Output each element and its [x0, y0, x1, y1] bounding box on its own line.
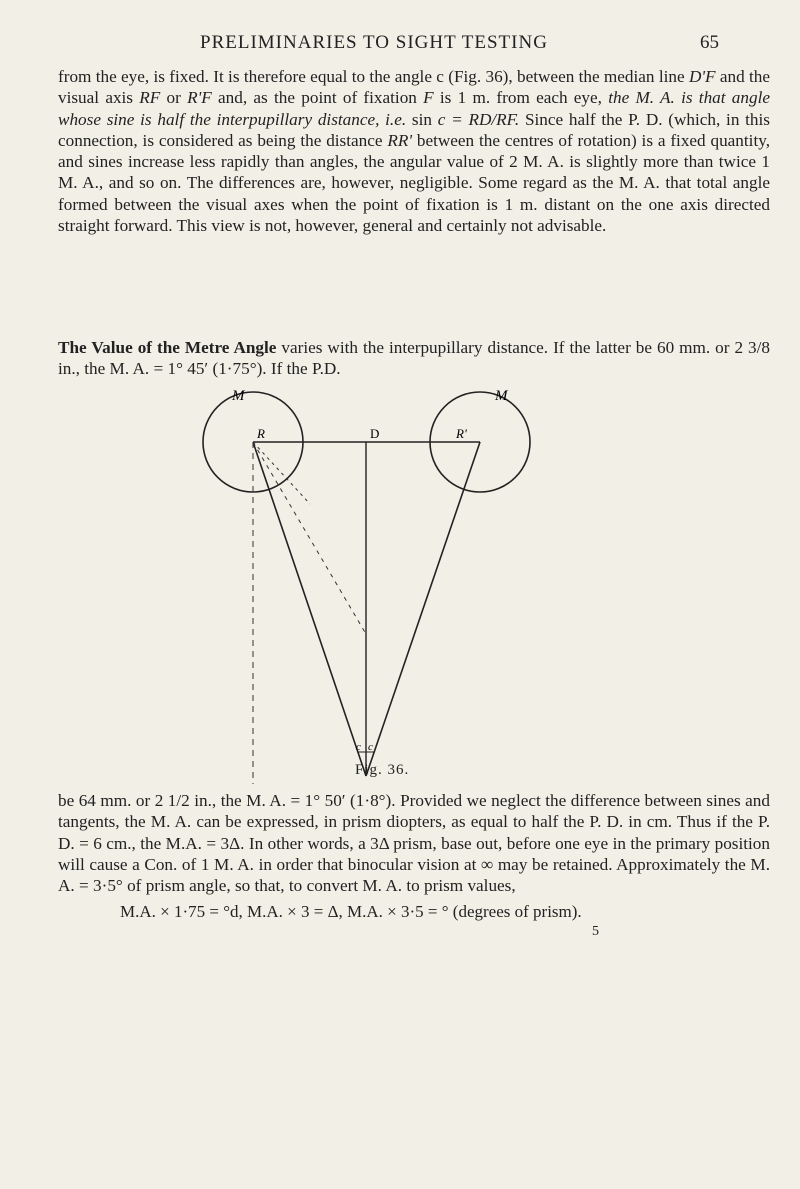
label-r: R [257, 426, 265, 441]
figure-caption: Fig. 36. [355, 762, 410, 778]
figure-36-diagram [190, 384, 590, 784]
signature-mark: 5 [592, 924, 599, 939]
label-m-right: M [495, 388, 508, 404]
text-run: is 1 m. from each eye, [433, 88, 609, 108]
label-m-left: M [232, 388, 245, 404]
label-r-prime: R' [456, 426, 467, 441]
median-line-label: D'F [688, 67, 716, 86]
conversion-formula: M.A. × 1·75 = °d, M.A. × 3 = Δ, M.A. × 3·5 = ° (degrees of prism). [120, 902, 582, 921]
dashed-diagonal [253, 442, 366, 634]
paragraph-metre-angle-definition [58, 66, 770, 236]
text-run: varies with the interpupillary distance. If the latter be 60 mm. or 2 3/8 in., the M. A. = 1° 45′ (1·75°). If the P.D. [58, 338, 771, 379]
visual-axis-left [253, 442, 366, 776]
fixation-point-label: F [423, 88, 434, 108]
paragraph-prism-diopters [58, 790, 770, 896]
text-run: or [160, 88, 188, 108]
label-f [355, 782, 365, 784]
metre-angle-diagram [190, 384, 590, 784]
text-run: and, as the point of fixation [211, 88, 424, 108]
text-run: and the visual axis [58, 67, 770, 108]
visual-axis-right [366, 442, 480, 776]
text-run: between the centres of rotation) is a fixed quantity, and sines increase less rapidly than angles, the angular value of 2 M. A. is slightly more than twice 1 M. A., and so on. The differences are, however, negligible. Some regard as the M. A. that total angle formed between the visual axes when the point of fixation is 1 m. distant on the one axis directed straight forward. This view is not, however, general and certainly not advisable. [58, 130, 771, 236]
label-d: D [370, 426, 380, 441]
text-run: sin [406, 109, 438, 129]
page-number: 65 [700, 32, 719, 53]
label-c-right: c [368, 741, 373, 753]
definition-italic: the M. A. is that angle whose sine is half the interpupillary distance, i.e. [58, 88, 770, 129]
section-heading: The Value of the Metre Angle [58, 338, 277, 357]
visual-axis-label: R'F [187, 88, 212, 108]
visual-axis-label: RF [139, 88, 161, 108]
text-run: from the eye, is fixed. It is therefore equal to the angle c (Fig. 36), between the median line [58, 67, 689, 86]
sine-formula: c = RD/RF. [437, 109, 520, 129]
paragraph-value-of-metre-angle [58, 337, 770, 380]
paragraph-text: be 64 mm. or 2 1/2 in., the M. A. = 1° 50′ (1·8°). Provided we neglect the difference between sines and tangents, the M. A. can be expressed, in prism diopters, as equal to half the P. D. in cm. Thus if the P. D. = 6 cm., the M.A. = 3Δ. In other words, a 3Δ prism, base out, before one eye in the primary position will cause a Con. of 1 M. A. in order that binocular vision at ∞ may be retained. Approximately the M. A. = 3·5° of prism angle, so that, to convert M. A. to prism values, [58, 791, 770, 896]
rr-prime-label: RR' [387, 130, 413, 150]
label-c-left: c [356, 741, 361, 753]
running-title: PRELIMINARIES TO SIGHT TESTING [200, 32, 548, 53]
page-header [0, 14, 800, 54]
text-run: Since half the P. D. (which, in this connection, is considered as being the distance [58, 109, 770, 150]
